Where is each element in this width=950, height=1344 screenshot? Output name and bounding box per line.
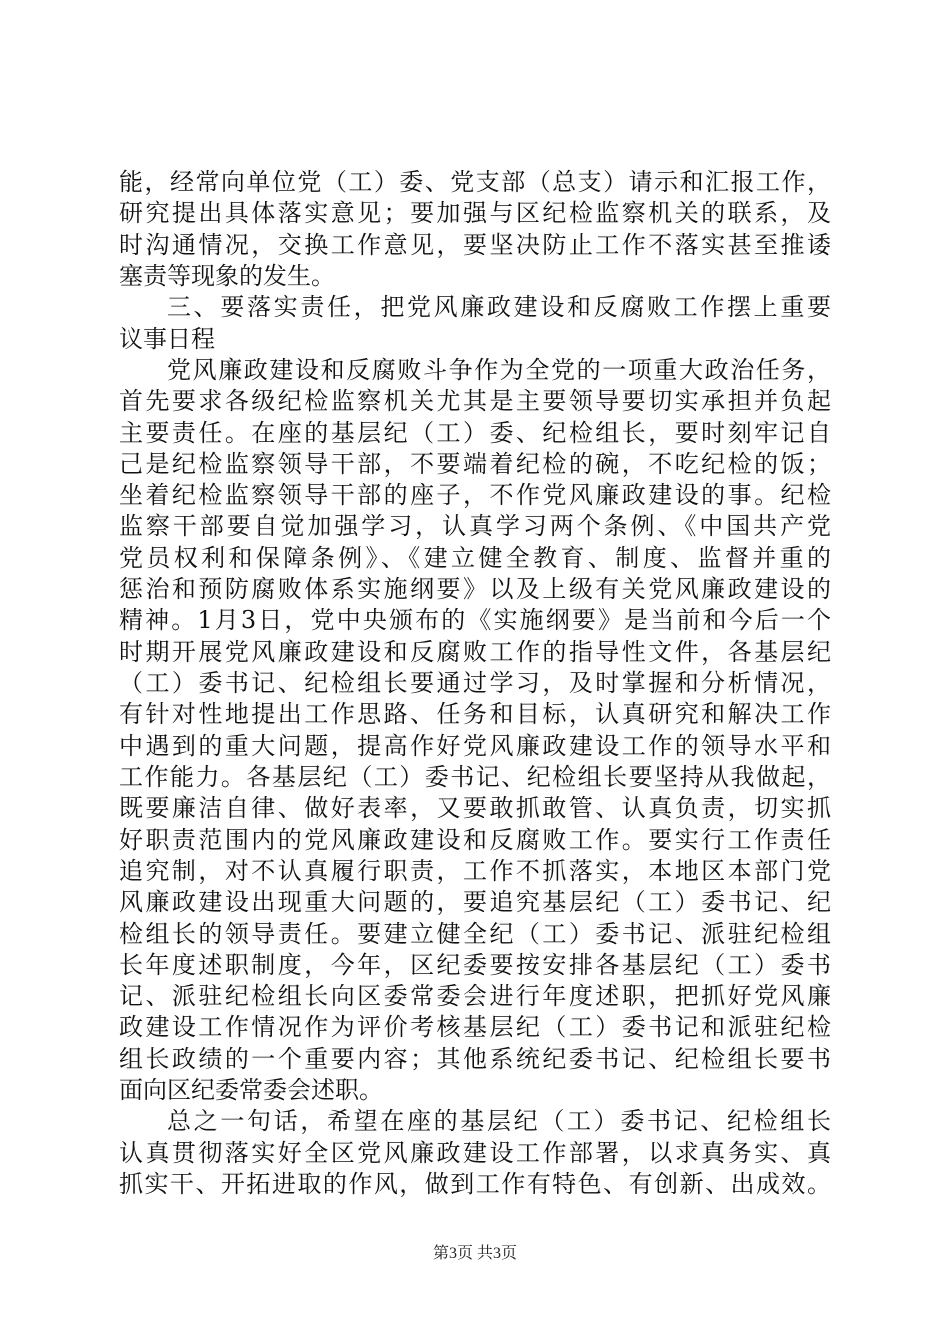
text-line: 坐着纪检监察领导干部的座子，不作党风廉政建设的事。纪检 bbox=[119, 481, 831, 509]
text-line: 时期开展党风廉政建设和反腐败工作的指导性文件，各基层纪 bbox=[119, 638, 831, 666]
section-heading-line: 议事日程 bbox=[119, 325, 215, 353]
text-line: （工）委书记、纪检组长要通过学习，及时掌握和分析情况， bbox=[119, 669, 831, 697]
text-line: 主要责任。在座的基层纪（工）委、纪检组长，要时刻牢记自 bbox=[119, 419, 831, 447]
text-line: 惩治和预防腐败体系实施纲要》以及上级有关党风廉政建设的 bbox=[119, 575, 831, 603]
text-line: 有针对性地提出工作思路、任务和目标，认真研究和解决工作 bbox=[119, 700, 831, 728]
text-line: 检组长的领导责任。要建立健全纪（工）委书记、派驻纪检组 bbox=[119, 920, 831, 948]
text-line: 己是纪检监察领导干部，不要端着纪检的碗，不吃纪检的饭； bbox=[119, 450, 831, 478]
text-line: 党风廉政建设和反腐败斗争作为全党的一项重大政治任务， bbox=[167, 356, 831, 384]
text-line: 长年度述职制度，今年，区纪委要按安排各基层纪（工）委书 bbox=[119, 951, 831, 979]
text-line: 追究制，对不认真履行职责，工作不抓落实，本地区本部门党 bbox=[119, 857, 831, 885]
text-line: 精神。1月3日，党中央颁布的《实施纲要》是当前和今后一个 bbox=[119, 606, 831, 634]
text-line: 风廉政建设出现重大问题的，要追究基层纪（工）委书记、纪 bbox=[119, 888, 831, 916]
section-heading-line: 三、要落实责任，把党风廉政建设和反腐败工作摆上重要 bbox=[167, 293, 831, 321]
text-line: 监察干部要自觉加强学习，认真学习两个条例、《中国共产党 bbox=[119, 512, 831, 540]
text-line: 认真贯彻落实好全区党风廉政建设工作部署，以求真务实、真 bbox=[119, 1139, 831, 1167]
text-line: 研究提出具体落实意见；要加强与区纪检监察机关的联系，及 bbox=[119, 199, 831, 227]
text-line: 能，经常向单位党（工）委、党支部（总支）请示和汇报工作， bbox=[119, 168, 831, 196]
text-line: 好职责范围内的党风廉政建设和反腐败工作。要实行工作责任 bbox=[119, 826, 831, 854]
text-line: 组长政绩的一个重要内容；其他系统纪委书记、纪检组长要书 bbox=[119, 1045, 831, 1073]
text-line: 抓实干、开拓进取的作风，做到工作有特色、有创新、出成效。 bbox=[119, 1170, 831, 1198]
text-line: 中遇到的重大问题，提高作好党风廉政建设工作的领导水平和 bbox=[119, 732, 831, 760]
text-line: 既要廉洁自律、做好表率，又要敢抓敢管、认真负责，切实抓 bbox=[119, 794, 831, 822]
text-line: 党员权利和保障条例》、《建立健全教育、制度、监督并重的 bbox=[119, 544, 831, 572]
page-footer: 第3页 共3页 bbox=[432, 1245, 517, 1262]
text-line: 工作能力。各基层纪（工）委书记、纪检组长要坚持从我做起， bbox=[119, 763, 831, 791]
text-line: 塞责等现象的发生。 bbox=[119, 262, 335, 290]
text-line: 面向区纪委常委会述职。 bbox=[119, 1076, 383, 1104]
text-line: 记、派驻纪检组长向区委常委会进行年度述职，把抓好党风廉 bbox=[119, 982, 831, 1010]
text-line: 政建设工作情况作为评价考核基层纪（工）委书记和派驻纪检 bbox=[119, 1013, 831, 1041]
text-line: 首先要求各级纪检监察机关尤其是主要领导要切实承担并负起 bbox=[119, 387, 831, 415]
text-line: 时沟通情况，交换工作意见，要坚决防止工作不落实甚至推诿 bbox=[119, 231, 831, 259]
text-line: 总之一句话，希望在座的基层纪（工）委书记、纪检组长 bbox=[167, 1107, 831, 1135]
